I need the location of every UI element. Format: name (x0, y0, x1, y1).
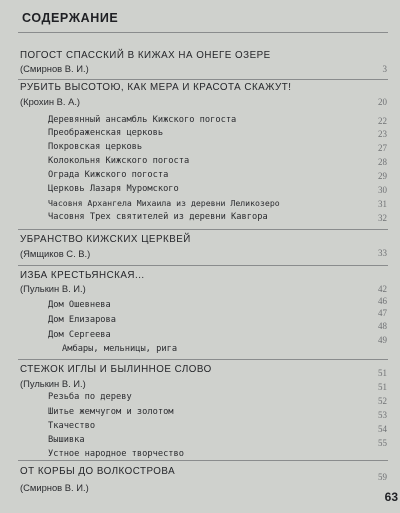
section-author: (Пулькин В. И.) (20, 283, 86, 294)
page-number: 49 (378, 335, 387, 345)
subsection-item: Ткачество (48, 421, 96, 431)
subsection-item: Часовня Трех святителей из деревни Кавгора (48, 212, 268, 222)
page-number: 30 (378, 185, 387, 195)
subsection-item: Ограда Кижского погоста (48, 170, 169, 180)
section-author: (Крохин В. А.) (20, 96, 81, 107)
section-divider (18, 79, 388, 80)
subsection-item: Дом Сергеева (48, 330, 111, 340)
section-heading: ОТ КОРБЫ ДО ВОЛКОСТРОВА (20, 466, 176, 477)
section-divider (18, 229, 388, 230)
subsection-item: Деревянный ансамбль Кижского погоста (48, 115, 237, 125)
section-author: (Ямщиков С. В.) (20, 248, 91, 259)
section-author: (Пулькин В. И.) (20, 378, 86, 389)
subsection-item: Часовня Архангела Михаила из деревни Леликозеро (48, 198, 280, 208)
page-number: 22 (378, 116, 387, 126)
subsection-item: Преображенская церковь (48, 128, 164, 138)
section-heading: ИЗБА КРЕСТЬЯНСКАЯ... (20, 270, 145, 281)
page-number: 20 (378, 97, 387, 107)
subsection-item: Дом Елизарова (48, 315, 116, 325)
section-heading: ПОГОСТ СПАССКИЙ В КИЖАХ НА ОНЕГЕ ОЗЕРЕ (20, 50, 271, 61)
subsection-item: Колокольня Кижского погоста (48, 156, 190, 166)
section-author: (Смирнов В. И.) (20, 63, 89, 74)
section-heading: УБРАНСТВО КИЖСКИХ ЦЕРКВЕЙ (20, 234, 191, 245)
page-number: 55 (378, 438, 387, 448)
page-number: 42 (378, 284, 387, 294)
page-number: 53 (378, 410, 387, 420)
page-number: 33 (378, 248, 387, 258)
page-number: 52 (378, 396, 387, 406)
subsection-item: Вышивка (48, 435, 85, 445)
subsection-item: Устное народное творчество (48, 449, 184, 459)
section-divider (18, 359, 388, 360)
section-heading: СТЕЖОК ИГЛЫ И БЫЛИННОЕ СЛОВО (20, 364, 212, 375)
subsection-item: Дом Ошевнева (48, 300, 111, 310)
page-number: 27 (378, 143, 387, 153)
folio-page-number: 63 (384, 490, 398, 504)
page-number: 59 (378, 472, 387, 482)
subsection-item: Церковь Лазаря Муромского (48, 184, 179, 194)
page-number: 46 (378, 296, 387, 306)
section-author: (Смирнов В. И.) (20, 482, 89, 493)
page-number: 54 (378, 424, 387, 434)
title-divider (18, 32, 388, 33)
page-number: 3 (382, 64, 387, 74)
page-number: 28 (378, 157, 387, 167)
section-divider (18, 460, 388, 461)
subsection-item: Амбары, мельницы, рига (62, 344, 178, 354)
section-heading: РУБИТЬ ВЫСОТОЮ, КАК МЕРА И КРАСОТА СКАЖУТ! (20, 82, 292, 93)
page-number: 23 (378, 129, 387, 139)
page-number: 29 (378, 171, 387, 181)
page-number: 32 (378, 213, 387, 223)
subsection-item: Резьба по дереву (48, 392, 132, 402)
page-title: СОДЕРЖАНИЕ (22, 11, 119, 25)
page-number: 48 (378, 321, 387, 331)
subsection-item: Покровская церковь (48, 142, 143, 152)
page-number: 51 (378, 382, 387, 392)
subsection-item: Шитье жемчугом и золотом (48, 407, 174, 417)
page-number: 47 (378, 308, 387, 318)
page-number: 51 (378, 368, 387, 378)
section-divider (18, 265, 388, 266)
page-number: 31 (378, 199, 387, 209)
